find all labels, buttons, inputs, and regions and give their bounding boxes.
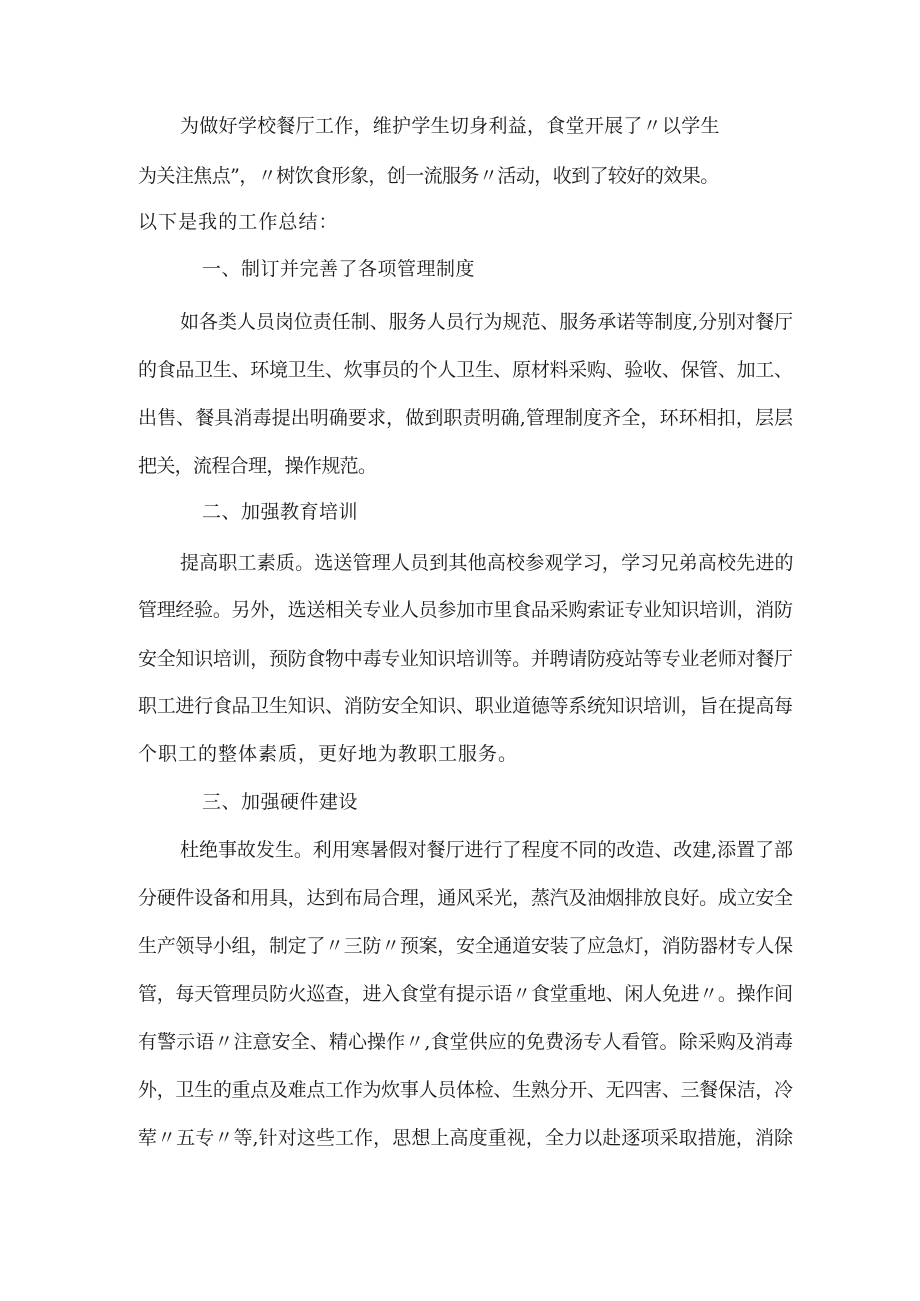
section-2-line-2: 管理经验。另外，选送相关专业人员参加市里食品采购索证专业知识培训，消防 [138, 599, 793, 621]
section-3-line-6: 外，卫生的重点及难点工作为炊事人员体检、生熟分开、无四害、三餐保洁，冷 [138, 1079, 793, 1101]
intro-line-1: 为做好学校餐厅工作，维护学生切身利益，食堂开展了〃以学生 [180, 115, 720, 137]
section-3-line-1: 杜绝事故发生。利用寒暑假对餐厅进行了程度不同的改造、改建,添置了部 [180, 839, 794, 861]
section-1-heading: 一、制订并完善了各项管理制度 [202, 258, 476, 280]
section-3-heading: 三、加强硬件建设 [202, 791, 359, 813]
section-2-line-4: 职工进行食品卫生知识、消防安全知识、职业道德等系统知识培训，旨在提高每 [138, 695, 793, 717]
section-1-line-4: 把关，流程合理，操作规范。 [138, 455, 377, 477]
section-3-line-3: 生产领导小组，制定了〃三防〃预案，安全通道安装了应急灯，消防器材专人保 [138, 935, 793, 957]
section-3-line-4: 管，每天管理员防火巡查，进入食堂有提示语〃食堂重地、闲人免进〃。操作间 [138, 983, 793, 1005]
section-2-heading: 二、加强教育培训 [202, 501, 359, 523]
intro-line-3: 以下是我的工作总结： [138, 211, 339, 233]
section-2-line-5: 个职工的整体素质，更好地为教职工服务。 [138, 743, 519, 765]
intro-line-2: 为关注焦点”，〃树饮食形象，创一流服务〃活动，收到了较好的效果。 [138, 165, 719, 187]
section-3-line-2: 分硬件设备和用具，达到布局合理，通风采光，蒸汽及油烟排放良好。成立安全 [138, 887, 793, 909]
section-1-line-1: 如各类人员岗位责任制、服务人员行为规范、服务承诺等制度,分别对餐厅 [180, 311, 794, 333]
section-1-line-2: 的食品卫生、环境卫生、炊事员的个人卫生、原材料采购、验收、保管、加工、 [138, 359, 793, 381]
section-1-line-3: 出售、餐具消毒提出明确要求，做到职责明确,管理制度齐全，环环相扣，层层 [138, 407, 794, 429]
section-2-line-3: 安全知识培训，预防食物中毒专业知识培训等。并聘请防疫站等专业老师对餐厅 [138, 648, 793, 670]
section-3-line-5: 有警示语〃注意安全、精心操作〃,食堂供应的免费汤专人看管。除采购及消毒 [138, 1031, 794, 1053]
section-3-line-7: 荤〃五专〃等,针对这些工作，思想上高度重视，全力以赴逐项采取措施，消除 [138, 1127, 794, 1149]
section-2-line-1: 提高职工素质。选送管理人员到其他高校参观学习，学习兄弟高校先进的 [180, 552, 794, 574]
